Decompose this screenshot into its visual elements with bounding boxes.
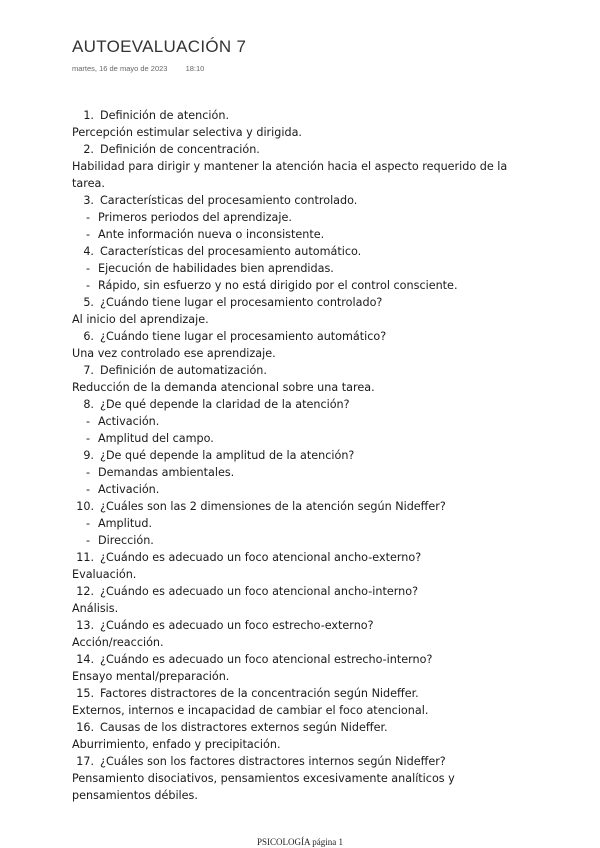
answer-line: Reducción de la demanda atencional sobre una tarea. xyxy=(72,381,375,394)
answer-line: Percepción estimular selectiva y dirigida. xyxy=(72,126,302,139)
bullet-text: Amplitud del campo. xyxy=(98,432,214,445)
answer-line: Pensamiento disociativos, pensamientos excesivamente analíticos y pensamientos débiles. xyxy=(72,772,455,802)
dash-bullet-icon: - xyxy=(86,211,91,224)
question-text: Características del procesamiento controlado. xyxy=(100,194,358,207)
question-text: Causas de los distractores externos según Nideffer. xyxy=(100,721,388,734)
question-number: 13. xyxy=(76,619,94,632)
question-text: Definición de concentración. xyxy=(100,143,260,156)
answer-line: Ensayo mental/preparación. xyxy=(72,670,230,683)
question-text: ¿Cuándo es adecuado un foco estrecho-externo? xyxy=(100,619,374,632)
question-text: Características del procesamiento automático. xyxy=(100,245,362,258)
bullet-text: Demandas ambientales. xyxy=(98,466,235,479)
bullet-item xyxy=(72,260,532,277)
question-number: 17. xyxy=(76,755,94,768)
page-date: martes, 16 de mayo de 2023 xyxy=(72,64,168,73)
question-number: 12. xyxy=(76,585,94,598)
question-line xyxy=(72,243,532,260)
dash-bullet-icon: - xyxy=(86,228,91,241)
page-time: 18:10 xyxy=(185,64,205,73)
question-text: Definición de atención. xyxy=(100,109,230,122)
bullet-text: Activación. xyxy=(98,483,160,496)
answer-line: Aburrimiento, enfado y precipitación. xyxy=(72,738,281,751)
question-line xyxy=(72,685,532,702)
dash-bullet-icon: - xyxy=(86,517,91,530)
bullet-text: Ejecución de habilidades bien aprendidas. xyxy=(98,262,334,275)
question-line xyxy=(72,651,532,668)
question-number: 1. xyxy=(83,109,94,122)
question-line xyxy=(72,549,532,566)
question-line xyxy=(72,753,532,770)
question-text: Definición de automatización. xyxy=(100,364,267,377)
bullet-item xyxy=(72,209,532,226)
answer-line: Externos, internos e incapacidad de cambiar el foco atencional. xyxy=(72,704,429,717)
bullet-text: Amplitud. xyxy=(98,517,153,530)
answer-line: Habilidad para dirigir y mantener la atención hacia el aspecto requerido de la tarea. xyxy=(72,160,508,190)
bullet-item xyxy=(72,430,532,447)
question-line xyxy=(72,617,532,634)
answer-line: Análisis. xyxy=(72,602,119,615)
bullet-item xyxy=(72,532,532,549)
dash-bullet-icon: - xyxy=(86,483,91,496)
question-number: 10. xyxy=(76,500,94,513)
question-number: 2. xyxy=(83,143,94,156)
question-number: 3. xyxy=(83,194,94,207)
question-line xyxy=(72,396,532,413)
bullet-text: Rápido, sin esfuerzo y no está dirigido por el control consciente. xyxy=(98,279,458,292)
bullet-text: Dirección. xyxy=(98,534,154,547)
dash-bullet-icon: - xyxy=(86,262,91,275)
question-number: 5. xyxy=(83,296,94,309)
page-title: AUTOEVALUACIÓN 7 xyxy=(72,37,247,56)
question-text: ¿De qué depende la amplitud de la atención? xyxy=(100,449,355,462)
bullet-item xyxy=(72,515,532,532)
question-text: ¿Cuándo tiene lugar el procesamiento automático? xyxy=(100,330,387,343)
bullet-text: Ante información nueva o inconsistente. xyxy=(98,228,325,241)
question-number: 15. xyxy=(76,687,94,700)
page-footer: PSICOLOGÍA página 1 xyxy=(257,837,343,847)
question-line xyxy=(72,192,532,209)
answer-line: Acción/reacción. xyxy=(72,636,164,649)
bullet-item xyxy=(72,413,532,430)
question-line xyxy=(72,107,532,124)
note-body xyxy=(72,107,532,804)
question-line xyxy=(72,141,532,158)
question-number: 6. xyxy=(83,330,94,343)
dash-bullet-icon: - xyxy=(86,279,91,292)
question-number: 9. xyxy=(83,449,94,462)
question-text: ¿De qué depende la claridad de la atención? xyxy=(100,398,350,411)
question-line xyxy=(72,583,532,600)
dash-bullet-icon: - xyxy=(86,466,91,479)
bullet-item xyxy=(72,226,532,243)
question-line xyxy=(72,719,532,736)
question-number: 11. xyxy=(76,551,94,564)
page-meta xyxy=(72,64,204,73)
bullet-text: Primeros periodos del aprendizaje. xyxy=(98,211,292,224)
question-text: ¿Cuándo tiene lugar el procesamiento controlado? xyxy=(100,296,383,309)
question-text: Factores distractores de la concentración según Nideffer. xyxy=(100,687,419,700)
answer-line: Al inicio del aprendizaje. xyxy=(72,313,209,326)
bullet-item xyxy=(72,464,532,481)
question-text: ¿Cuándo es adecuado un foco atencional estrecho-interno? xyxy=(100,653,433,666)
dash-bullet-icon: - xyxy=(86,432,91,445)
question-number: 14. xyxy=(76,653,94,666)
question-number: 7. xyxy=(83,364,94,377)
bullet-text: Activación. xyxy=(98,415,160,428)
question-text: ¿Cuándo es adecuado un foco atencional ancho-interno? xyxy=(100,585,419,598)
answer-line: Evaluación. xyxy=(72,568,137,581)
question-line xyxy=(72,294,532,311)
dash-bullet-icon: - xyxy=(86,534,91,547)
question-number: 8. xyxy=(83,398,94,411)
question-text: ¿Cuándo es adecuado un foco atencional ancho-externo? xyxy=(100,551,422,564)
question-line xyxy=(72,362,532,379)
bullet-item xyxy=(72,277,532,294)
answer-line: Una vez controlado ese aprendizaje. xyxy=(72,347,276,360)
dash-bullet-icon: - xyxy=(86,415,91,428)
question-line xyxy=(72,328,532,345)
question-text: ¿Cuáles son los factores distractores internos según Nideffer? xyxy=(100,755,446,768)
question-line xyxy=(72,447,532,464)
question-number: 16. xyxy=(76,721,94,734)
bullet-item xyxy=(72,481,532,498)
question-line xyxy=(72,498,532,515)
question-number: 4. xyxy=(83,245,94,258)
question-text: ¿Cuáles son las 2 dimensiones de la atención según Nideffer? xyxy=(100,500,446,513)
